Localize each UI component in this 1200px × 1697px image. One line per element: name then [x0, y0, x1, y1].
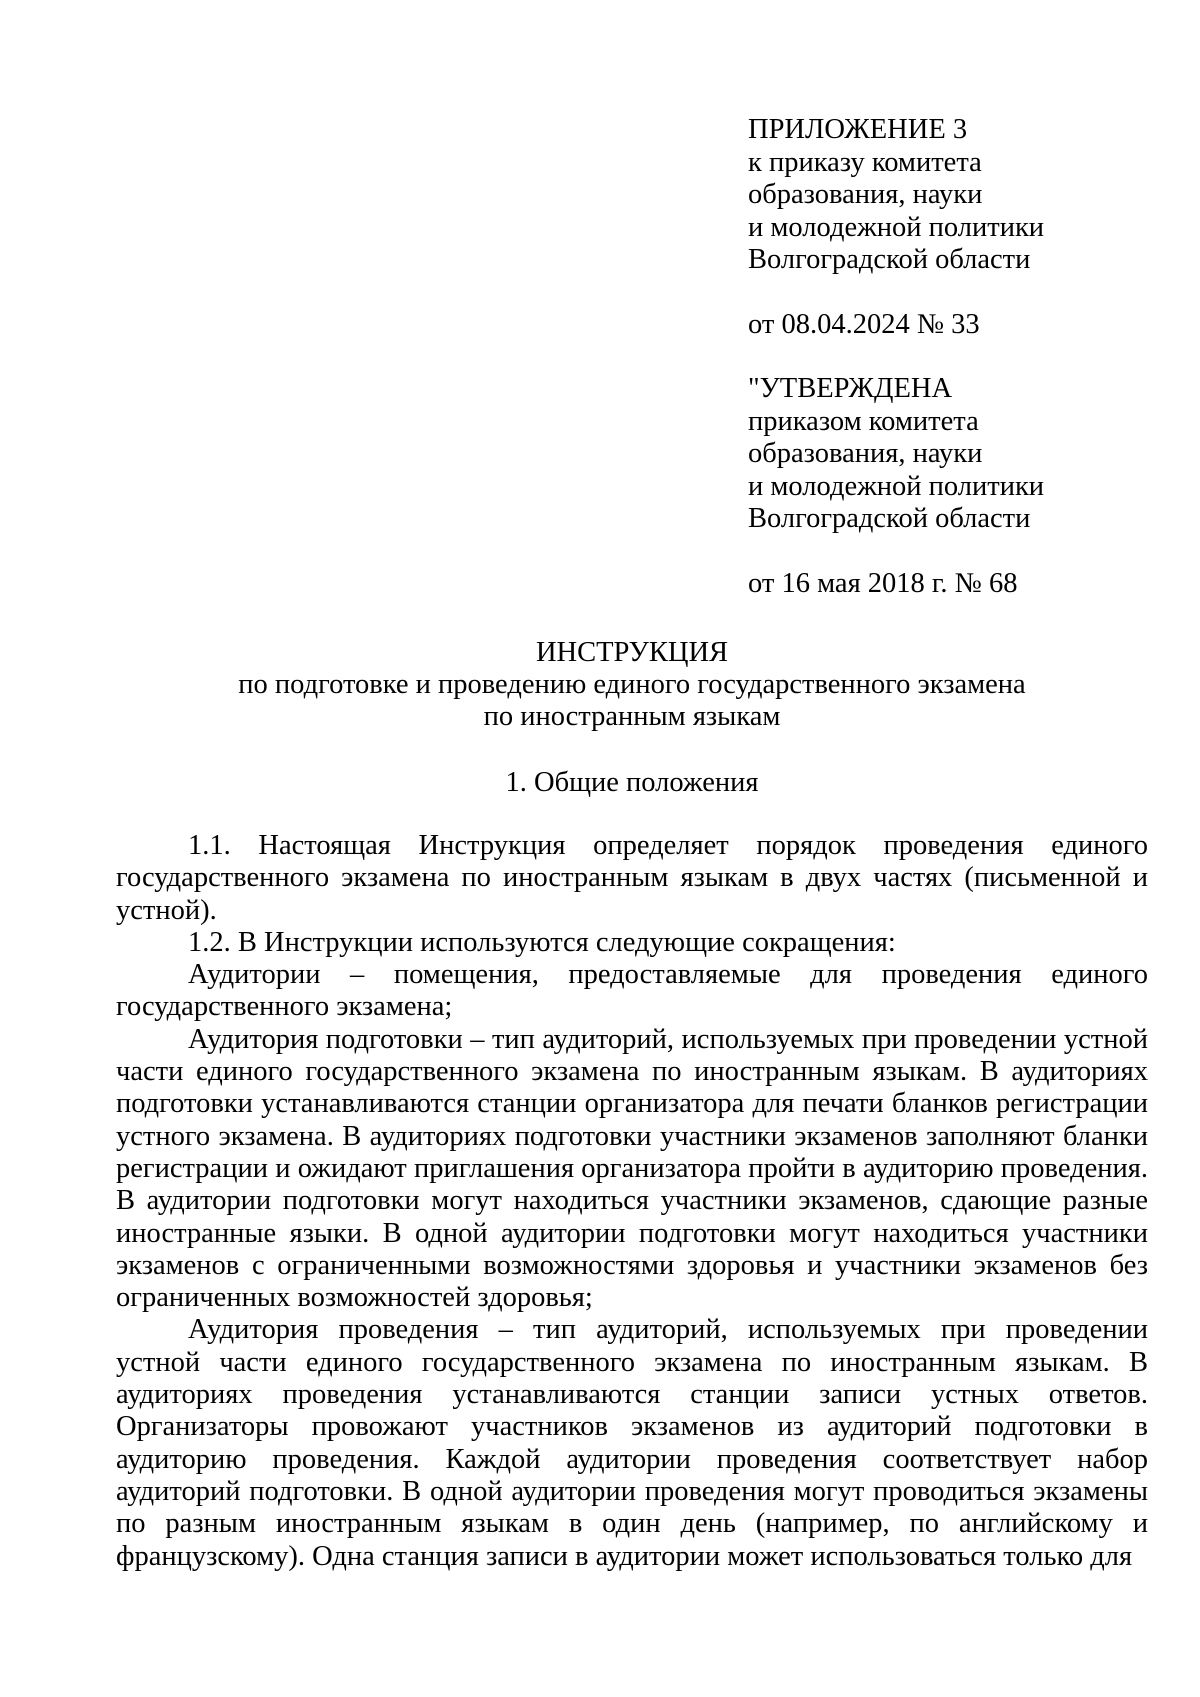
section-heading: 1. Общие положения [505, 767, 759, 798]
paragraph: Аудитория проведения – тип аудиторий, используемых при проведении устной части единого государственного экзамена по иностранным языкам. В аудиториях проведения устанавливаются станции записи устных ответов. Организаторы провожают участников экзаменов из аудиторий подготовки в аудиторию проведения. Каждой аудитории проведения соответствует набор аудиторий подготовки. В одной аудитории проведения могут проводиться экзамены по разным иностранным языкам в один день (например, по английскому и французскому). Одна станция записи в аудитории может использоваться только для [116, 1314, 1148, 1572]
approved-line: образования, науки [748, 438, 983, 469]
paragraph: 1.1. Настоящая Инструкция определяет порядок проведения единого государственного экзамена по иностранным языкам в двух частях (письменной и устной). [116, 830, 1148, 926]
approved-line: Волгоградской области [748, 503, 1031, 534]
approval-block [748, 114, 1168, 600]
spacer [748, 277, 1168, 309]
document-body [116, 830, 1148, 1573]
approved-date-number: от 16 мая 2018 г. № 68 [748, 567, 1018, 599]
document-title [116, 637, 1148, 733]
appendix-line: к приказу комитета [748, 146, 982, 178]
appendix-line: Волгоградской области [748, 244, 1031, 275]
appendix-line: и молодежной политики [748, 211, 1045, 243]
approved-label: "УТВЕРЖДЕНА [748, 373, 953, 404]
appendix-label: ПРИЛОЖЕНИЕ 3 [748, 114, 968, 145]
paragraph: Аудитории – помещения, предоставляемые для проведения единого государственного экзамена; [116, 959, 1148, 1023]
paragraph: 1.2. В Инструкции используются следующие сокращения: [188, 926, 896, 958]
approved-line: и молодежной политики [748, 470, 1045, 502]
spacer [748, 341, 1168, 373]
title-subtitle: по подготовке и проведению единого государственного экзамена [238, 669, 1026, 700]
approved-line: приказом комитета [748, 405, 979, 437]
appendix-line: образования, науки [748, 179, 983, 210]
title-heading: ИНСТРУКЦИЯ [535, 637, 729, 668]
spacer [748, 536, 1168, 568]
appendix-date-number: от 08.04.2024 № 33 [748, 308, 980, 340]
title-subtitle: по иностранным языкам [483, 701, 781, 732]
paragraph: Аудитория подготовки – тип аудиторий, используемых при проведении устной части единого государственного экзамена по иностранным языкам. В аудиториях подготовки устанавливаются станции организатора для печати бланков регистрации устного экзамена. В аудиториях подготовки участники экзаменов заполняют бланки регистрации и ожидают приглашения организатора пройти в аудиторию проведения. В аудитории подготовки могут находиться участники экзаменов, сдающие разные иностранные языки. В одной аудитории подготовки могут находиться участники экзаменов с ограниченными возможностями здоровья и участники экзаменов без ограниченных возможностей здоровья; [116, 1023, 1148, 1314]
